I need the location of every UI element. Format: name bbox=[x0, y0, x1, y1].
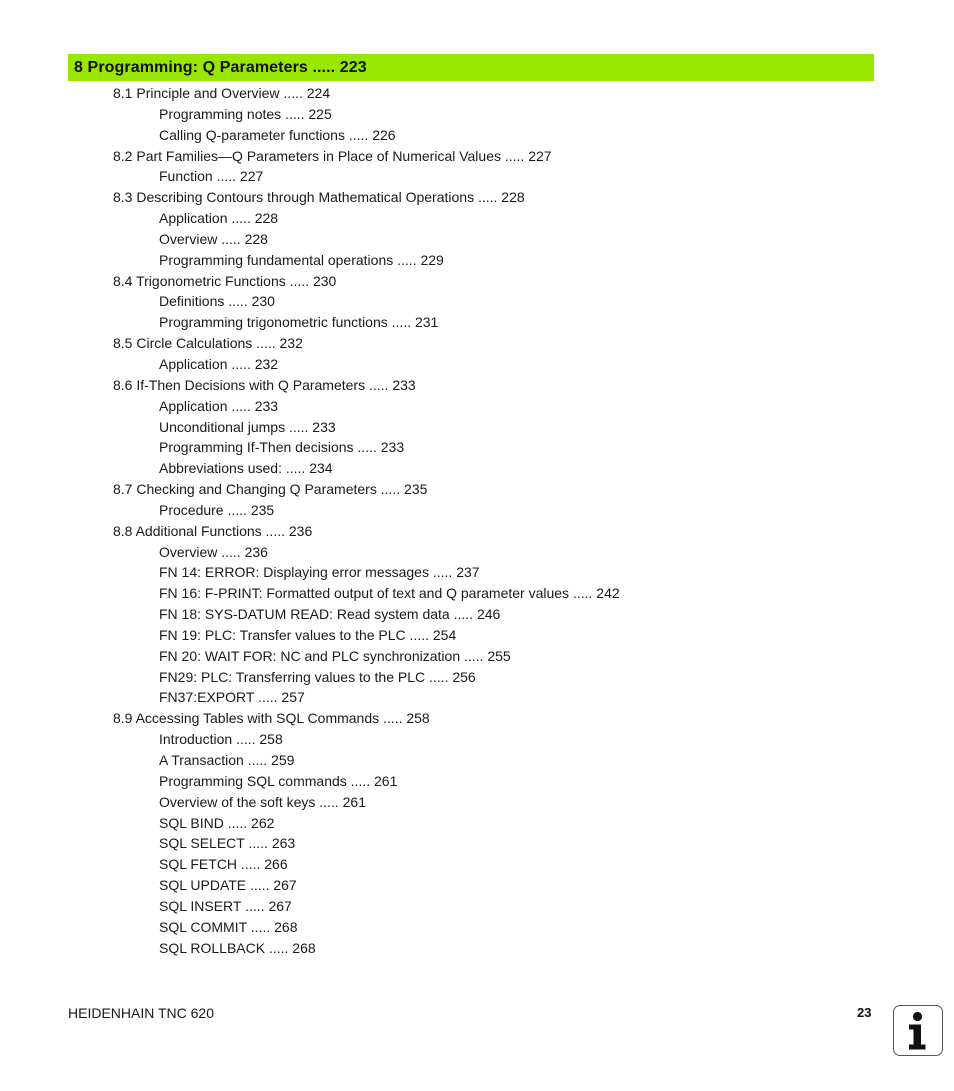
toc-subsection-entry[interactable]: Introduction ..... 258 bbox=[159, 731, 283, 748]
toc-section-entry[interactable]: 8.4 Trigonometric Functions ..... 230 bbox=[113, 272, 337, 289]
toc-subsection-entry[interactable]: SQL SELECT ..... 263 bbox=[159, 835, 296, 852]
toc-section-entry[interactable]: 8.7 Checking and Changing Q Parameters ..... 235 bbox=[113, 481, 428, 498]
chapter-heading-bar bbox=[68, 54, 874, 81]
toc-subsection-entry[interactable]: SQL FETCH ..... 266 bbox=[159, 856, 288, 873]
toc-subsection-entry[interactable]: Programming fundamental operations ..... 229 bbox=[159, 251, 444, 268]
toc-section-entry[interactable]: 8.5 Circle Calculations ..... 232 bbox=[113, 335, 303, 352]
toc-subsection-entry[interactable]: Overview ..... 236 bbox=[159, 543, 268, 560]
toc-subsection-entry[interactable]: SQL UPDATE ..... 267 bbox=[159, 877, 297, 894]
toc-subsection-entry[interactable]: FN 20: WAIT FOR: NC and PLC synchronization ..... 255 bbox=[159, 647, 511, 664]
info-icon-glyph bbox=[894, 1006, 941, 1054]
toc-subsection-entry[interactable]: Abbreviations used: ..... 234 bbox=[159, 460, 333, 477]
toc-subsection-entry[interactable]: Application ..... 233 bbox=[159, 397, 279, 414]
toc-subsection-entry[interactable]: SQL BIND ..... 262 bbox=[159, 814, 275, 831]
toc-subsection-entry[interactable]: FN37:EXPORT ..... 257 bbox=[159, 689, 305, 706]
toc-section-entry[interactable]: 8.8 Additional Functions ..... 236 bbox=[113, 522, 313, 539]
footer-page-number: 23 bbox=[857, 1005, 872, 1020]
toc-subsection-entry[interactable]: Function ..... 227 bbox=[159, 168, 264, 185]
toc-subsection-entry[interactable]: FN 16: F-PRINT: Formatted output of text and Q parameter values ..... 242 bbox=[159, 585, 620, 602]
toc-subsection-entry[interactable]: Calling Q-parameter functions ..... 226 bbox=[159, 126, 396, 143]
toc-section-entry[interactable]: 8.6 If-Then Decisions with Q Parameters ..... 233 bbox=[113, 376, 416, 393]
toc-subsection-entry[interactable]: Programming trigonometric functions ..... 231 bbox=[159, 314, 439, 331]
table-of-contents bbox=[0, 83, 954, 958]
toc-subsection-entry[interactable]: Application ..... 232 bbox=[159, 355, 279, 372]
toc-section-entry[interactable]: 8.1 Principle and Overview ..... 224 bbox=[113, 85, 331, 101]
toc-subsection-entry[interactable]: Unconditional jumps ..... 233 bbox=[159, 418, 336, 435]
footer-product-name: HEIDENHAIN TNC 620 bbox=[68, 1005, 215, 1021]
toc-section-entry[interactable]: 8.2 Part Families—Q Parameters in Place of Numerical Values ..... 227 bbox=[113, 147, 552, 164]
toc-subsection-entry[interactable]: A Transaction ..... 259 bbox=[159, 752, 295, 768]
toc-subsection-entry[interactable]: Programming SQL commands ..... 261 bbox=[159, 772, 398, 789]
toc-section-entry[interactable]: 8.3 Describing Contours through Mathematical Operations ..... 228 bbox=[113, 189, 525, 206]
toc-subsection-entry[interactable]: SQL ROLLBACK ..... 268 bbox=[159, 939, 316, 956]
toc-subsection-entry[interactable]: FN29: PLC: Transferring values to the PLC ..... 256 bbox=[159, 668, 476, 685]
toc-subsection-entry[interactable]: FN 14: ERROR: Displaying error messages ..... 237 bbox=[159, 564, 480, 581]
toc-subsection-entry[interactable]: Definitions ..... 230 bbox=[159, 293, 275, 310]
chapter-title[interactable]: 8 Programming: Q Parameters ..... 223 bbox=[74, 58, 367, 76]
toc-subsection-entry[interactable]: SQL INSERT ..... 267 bbox=[159, 897, 292, 914]
toc-subsection-entry[interactable]: Overview ..... 228 bbox=[159, 230, 268, 247]
toc-subsection-entry[interactable]: Overview of the soft keys ..... 261 bbox=[159, 793, 366, 810]
info-icon bbox=[893, 1005, 943, 1056]
toc-subsection-entry[interactable]: FN 19: PLC: Transfer values to the PLC ..... 254 bbox=[159, 626, 457, 643]
toc-section-entry[interactable]: 8.9 Accessing Tables with SQL Commands ..... 258 bbox=[113, 710, 430, 727]
toc-subsection-entry[interactable]: Procedure ..... 235 bbox=[159, 501, 275, 518]
toc-subsection-entry[interactable]: Programming If-Then decisions ..... 233 bbox=[159, 439, 405, 456]
toc-subsection-entry[interactable]: Programming notes ..... 225 bbox=[159, 105, 332, 122]
toc-subsection-entry[interactable]: SQL COMMIT ..... 268 bbox=[159, 918, 298, 935]
toc-subsection-entry[interactable]: Application ..... 228 bbox=[159, 210, 279, 227]
toc-subsection-entry[interactable]: FN 18: SYS-DATUM READ: Read system data ..... 246 bbox=[159, 606, 501, 623]
